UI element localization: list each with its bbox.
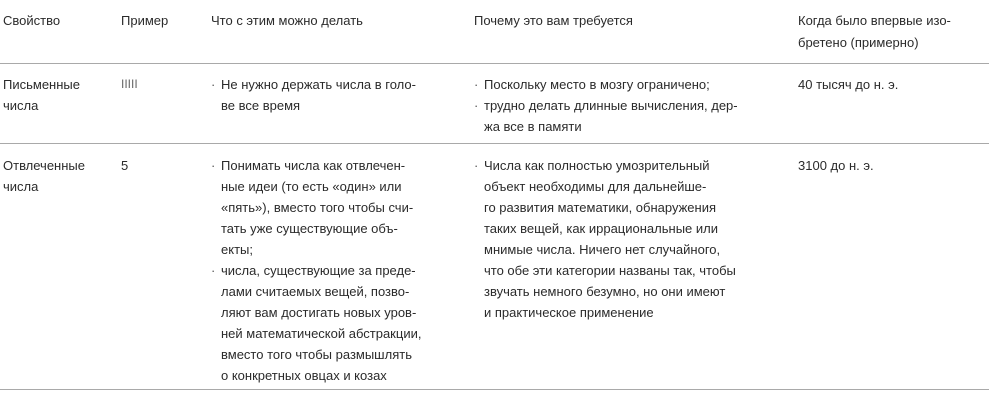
line-text: го развития математики, обнаружения [484, 200, 717, 215]
line-text: и практическое применение [484, 305, 654, 320]
text-line [474, 74, 738, 95]
text-line [474, 155, 736, 176]
text-line [211, 176, 421, 197]
example-cell [121, 155, 128, 176]
line-text: «пять»), вместо того чтобы счи- [221, 200, 414, 215]
header-example-text: Пример [121, 13, 169, 28]
text-line [474, 176, 736, 197]
text-line [474, 260, 736, 281]
text-line [211, 260, 421, 281]
text-line [211, 344, 421, 365]
line-text: Числа как полностью умозрительный [484, 158, 710, 173]
line-text: ней математической абстракции, [221, 326, 422, 341]
header-when-line: бретено (примерно) [798, 35, 919, 50]
bullet-icon [211, 260, 221, 281]
tally-marks: IIIII [121, 77, 138, 91]
what-cell [211, 155, 421, 386]
text-line [474, 218, 736, 239]
property-cell [3, 74, 80, 116]
property-line: числа [3, 98, 39, 113]
text-line [211, 218, 421, 239]
header-when [798, 10, 951, 54]
text-line [211, 197, 421, 218]
line-text: Понимать числа как отвлечен- [221, 158, 406, 173]
line-text: что обе эти категории названы так, чтобы [484, 263, 736, 278]
text-line [211, 365, 421, 386]
bullet-icon [211, 74, 221, 95]
line-text: екты; [221, 242, 253, 257]
text-line [474, 302, 736, 323]
line-text: Не нужно держать числа в голо- [221, 77, 416, 92]
header-why [474, 10, 633, 32]
property-line: Письменные [3, 77, 80, 92]
example-cell [121, 74, 138, 95]
property-line: Отвлеченные [3, 158, 85, 173]
text-line [211, 239, 421, 260]
text-line [474, 197, 736, 218]
line-text: ные идеи (то есть «один» или [221, 179, 402, 194]
bullet-icon [474, 155, 484, 176]
line-text: жа все в памяти [484, 119, 582, 134]
line-text: вместо того чтобы размышлять [221, 347, 412, 362]
property-cell [3, 155, 85, 197]
property-line: числа [3, 179, 39, 194]
text-line [474, 95, 738, 116]
when-cell [798, 74, 898, 95]
text-line [211, 95, 416, 116]
when-cell [798, 155, 874, 176]
text-line [211, 74, 416, 95]
text-line [211, 323, 421, 344]
table-row [0, 144, 989, 390]
bullet-icon [474, 95, 484, 116]
what-cell [211, 74, 416, 116]
why-cell [474, 155, 736, 323]
line-text: лами считаемых вещей, позво- [221, 284, 410, 299]
text-line [474, 239, 736, 260]
text-line [211, 302, 421, 323]
text-line [211, 155, 421, 176]
header-what-text: Что с этим можно делать [211, 13, 363, 28]
header-what [211, 10, 363, 32]
header-when-line: Когда было впервые изо- [798, 13, 951, 28]
header-property-text: Свойство [3, 13, 61, 28]
line-text: мнимые числа. Ничего нет случайного, [484, 242, 721, 257]
line-text: ляют вам достигать новых уров- [221, 305, 417, 320]
bullet-icon [211, 155, 221, 176]
text-line [474, 116, 738, 137]
table-row [0, 64, 989, 144]
line-text: Поскольку место в мозгу ограничено; [484, 77, 710, 92]
line-text: тать уже существующие объ- [221, 221, 398, 236]
header-why-text: Почему это вам требуется [474, 13, 633, 28]
why-cell [474, 74, 738, 137]
line-text: трудно делать длинные вычисления, дер- [484, 98, 738, 113]
text-line [211, 281, 421, 302]
bullet-icon [474, 74, 484, 95]
line-text: ве все время [221, 98, 301, 113]
header-example [121, 10, 168, 32]
line-text: числа, существующие за преде- [221, 263, 416, 278]
table-header-row [0, 0, 989, 64]
line-text: о конкретных овцах и козах [221, 368, 387, 383]
when-text: 3100 до н. э. [798, 158, 874, 173]
example-text: 5 [121, 158, 129, 173]
text-line [474, 281, 736, 302]
line-text: таких вещей, как иррациональные или [484, 221, 718, 236]
header-property [3, 10, 60, 32]
line-text: звучать немного безумно, но они имеют [484, 284, 726, 299]
when-text: 40 тысяч до н. э. [798, 77, 899, 92]
line-text: объект необходимы для дальнейше- [484, 179, 707, 194]
